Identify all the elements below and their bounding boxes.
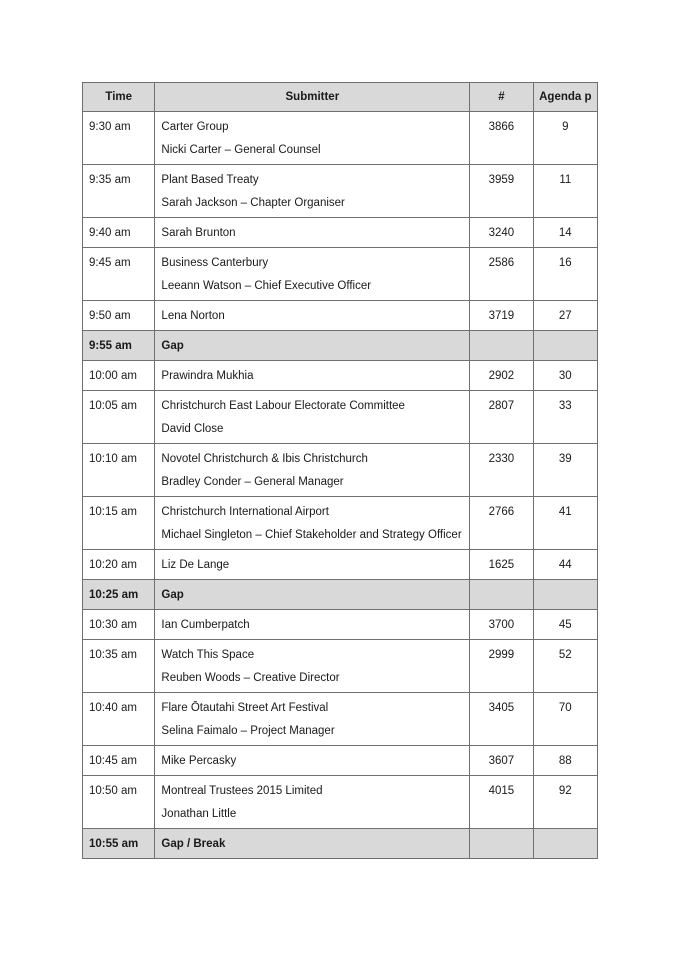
table-row	[83, 497, 598, 550]
submission-number: 1625	[488, 559, 515, 571]
time-cell	[83, 829, 155, 859]
table-row	[83, 550, 598, 580]
submitter-contact: Leeann Watson – Chief Executive Officer	[161, 280, 372, 292]
submitter-name: Ian Cumberpatch	[161, 619, 250, 631]
submitter-name: Flare Ōtautahi Street Art Festival	[161, 702, 329, 714]
header-time: Time	[83, 83, 155, 112]
table-row	[83, 610, 598, 640]
time-cell	[83, 165, 155, 218]
time-value: 10:50 am	[89, 785, 137, 797]
time-cell	[83, 331, 155, 361]
submitter-name: Novotel Christchurch & Ibis Christchurch	[161, 453, 368, 465]
submission-number-cell	[470, 829, 533, 859]
submitter-name: Lena Norton	[161, 310, 225, 322]
submission-number: 2999	[488, 649, 515, 661]
time-cell	[83, 776, 155, 829]
submitter-cell	[155, 776, 470, 829]
agenda-page-cell	[533, 331, 597, 361]
time-value: 9:50 am	[89, 310, 131, 322]
time-cell	[83, 580, 155, 610]
submitter-name: Gap	[161, 340, 184, 352]
submission-number-cell	[470, 580, 533, 610]
agenda-page-cell	[533, 550, 597, 580]
agenda-page: 52	[558, 649, 572, 661]
submission-number: 3240	[488, 227, 515, 239]
submission-number: 2766	[488, 506, 515, 518]
time-value: 9:45 am	[89, 257, 131, 269]
submitter-name: Montreal Trustees 2015 Limited	[161, 785, 323, 797]
table-row	[83, 693, 598, 746]
submitter-cell	[155, 610, 470, 640]
submitter-name: Christchurch International Airport	[161, 506, 329, 518]
submission-number-cell	[470, 550, 533, 580]
agenda-page: 16	[558, 257, 572, 269]
agenda-page: 70	[558, 702, 572, 714]
submission-number-cell	[470, 640, 533, 693]
submission-number-cell	[470, 331, 533, 361]
time-value: 9:55 am	[89, 340, 132, 352]
time-value: 10:35 am	[89, 649, 137, 661]
submitter-contact: David Close	[161, 423, 224, 435]
submitter-name: Prawindra Mukhia	[161, 370, 254, 382]
submission-number-cell	[470, 391, 533, 444]
agenda-page-cell	[533, 746, 597, 776]
agenda-page-cell	[533, 248, 597, 301]
submission-number: 4015	[488, 785, 515, 797]
agenda-page: 92	[558, 785, 572, 797]
table-row	[83, 248, 598, 301]
agenda-page: 9	[562, 121, 569, 133]
agenda-page-cell	[533, 640, 597, 693]
agenda-page: 30	[558, 370, 572, 382]
time-value: 10:20 am	[89, 559, 137, 571]
table-row	[83, 361, 598, 391]
submitter-contact: Selina Faimalo – Project Manager	[161, 725, 335, 737]
time-cell	[83, 112, 155, 165]
submitter-name: Carter Group	[161, 121, 229, 133]
gap-row	[83, 580, 598, 610]
submission-number-cell	[470, 218, 533, 248]
submission-number: 2330	[488, 453, 515, 465]
submission-number: 2586	[488, 257, 515, 269]
table-body	[83, 112, 598, 859]
submission-number-cell	[470, 746, 533, 776]
agenda-page-cell	[533, 610, 597, 640]
submission-number-cell	[470, 165, 533, 218]
time-cell	[83, 301, 155, 331]
table-row	[83, 301, 598, 331]
agenda-page-cell	[533, 301, 597, 331]
time-value: 10:10 am	[89, 453, 137, 465]
time-cell	[83, 361, 155, 391]
submission-number-cell	[470, 497, 533, 550]
time-cell	[83, 550, 155, 580]
submitter-cell	[155, 218, 470, 248]
hearing-schedule-table	[82, 82, 598, 859]
submitter-cell	[155, 550, 470, 580]
submitter-cell	[155, 301, 470, 331]
submitter-cell	[155, 746, 470, 776]
time-cell	[83, 610, 155, 640]
table-row	[83, 746, 598, 776]
time-cell	[83, 746, 155, 776]
agenda-page-cell	[533, 391, 597, 444]
agenda-page-cell	[533, 165, 597, 218]
submitter-name: Mike Percasky	[161, 755, 237, 767]
submitter-name: Gap	[161, 589, 184, 601]
agenda-page-cell	[533, 776, 597, 829]
agenda-page-cell	[533, 580, 597, 610]
time-cell	[83, 391, 155, 444]
table-row	[83, 218, 598, 248]
agenda-page: 44	[558, 559, 572, 571]
agenda-page: 39	[558, 453, 572, 465]
submission-number: 3866	[488, 121, 515, 133]
table-row	[83, 391, 598, 444]
submitter-cell	[155, 693, 470, 746]
submitter-cell	[155, 391, 470, 444]
time-cell	[83, 497, 155, 550]
agenda-page-cell	[533, 218, 597, 248]
agenda-page-cell	[533, 444, 597, 497]
submitter-name: Plant Based Treaty	[161, 174, 259, 186]
time-value: 10:05 am	[89, 400, 137, 412]
submitter-cell	[155, 165, 470, 218]
submitter-contact: Bradley Conder – General Manager	[161, 476, 344, 488]
header-agenda-page: Agenda p	[533, 83, 597, 112]
time-cell	[83, 640, 155, 693]
header-number: #	[470, 83, 533, 112]
submission-number: 3405	[488, 702, 515, 714]
agenda-page-cell	[533, 693, 597, 746]
agenda-page: 33	[558, 400, 572, 412]
submitter-cell	[155, 580, 470, 610]
time-value: 10:30 am	[89, 619, 137, 631]
gap-row	[83, 829, 598, 859]
agenda-page: 88	[558, 755, 572, 767]
agenda-page-cell	[533, 829, 597, 859]
submission-number: 3700	[488, 619, 515, 631]
submission-number: 3607	[488, 755, 515, 767]
gap-row	[83, 331, 598, 361]
submitter-contact: Nicki Carter – General Counsel	[161, 144, 321, 156]
agenda-page: 14	[558, 227, 572, 239]
agenda-page: 11	[559, 174, 572, 186]
submitter-cell	[155, 112, 470, 165]
table-row	[83, 165, 598, 218]
submission-number-cell	[470, 444, 533, 497]
submission-number: 3959	[488, 174, 515, 186]
time-value: 10:00 am	[89, 370, 137, 382]
time-value: 9:30 am	[89, 121, 131, 133]
time-value: 9:35 am	[89, 174, 131, 186]
table-header	[83, 83, 598, 112]
table-row	[83, 776, 598, 829]
time-value: 10:40 am	[89, 702, 137, 714]
submission-number-cell	[470, 361, 533, 391]
time-cell	[83, 218, 155, 248]
submission-number-cell	[470, 610, 533, 640]
submitter-contact: Jonathan Little	[161, 808, 237, 820]
submitter-cell	[155, 444, 470, 497]
agenda-page-cell	[533, 497, 597, 550]
submission-number-cell	[470, 776, 533, 829]
table-row	[83, 640, 598, 693]
submitter-cell	[155, 248, 470, 301]
submission-number: 3719	[488, 310, 515, 322]
time-cell	[83, 248, 155, 301]
submission-number-cell	[470, 248, 533, 301]
time-value: 9:40 am	[89, 227, 131, 239]
submitter-contact: Michael Singleton – Chief Stakeholder and Strategy Officer	[161, 529, 462, 541]
submission-number: 2807	[488, 400, 515, 412]
time-cell	[83, 693, 155, 746]
submission-number-cell	[470, 112, 533, 165]
table-row	[83, 112, 598, 165]
submitter-name: Watch This Space	[161, 649, 255, 661]
agenda-page-cell	[533, 112, 597, 165]
time-value: 10:55 am	[89, 838, 139, 850]
submitter-cell	[155, 829, 470, 859]
agenda-page-cell	[533, 361, 597, 391]
submitter-cell	[155, 497, 470, 550]
submitter-name: Business Canterbury	[161, 257, 269, 269]
submitter-name: Christchurch East Labour Electorate Committee	[161, 400, 405, 412]
submitter-name: Gap / Break	[161, 838, 226, 850]
time-value: 10:45 am	[89, 755, 137, 767]
submitter-name: Liz De Lange	[161, 559, 230, 571]
submitter-contact: Sarah Jackson – Chapter Organiser	[161, 197, 345, 209]
agenda-page: 27	[558, 310, 572, 322]
time-value: 10:15 am	[89, 506, 137, 518]
table-row	[83, 444, 598, 497]
agenda-page: 45	[558, 619, 572, 631]
submission-number-cell	[470, 693, 533, 746]
submission-number-cell	[470, 301, 533, 331]
submitter-cell	[155, 361, 470, 391]
submitter-contact: Reuben Woods – Creative Director	[161, 672, 340, 684]
agenda-page: 41	[558, 506, 572, 518]
submitter-name: Sarah Brunton	[161, 227, 236, 239]
time-cell	[83, 444, 155, 497]
submission-number: 2902	[488, 370, 515, 382]
time-value: 10:25 am	[89, 589, 139, 601]
header-submitter: Submitter	[155, 83, 470, 112]
submitter-cell	[155, 640, 470, 693]
submitter-cell	[155, 331, 470, 361]
